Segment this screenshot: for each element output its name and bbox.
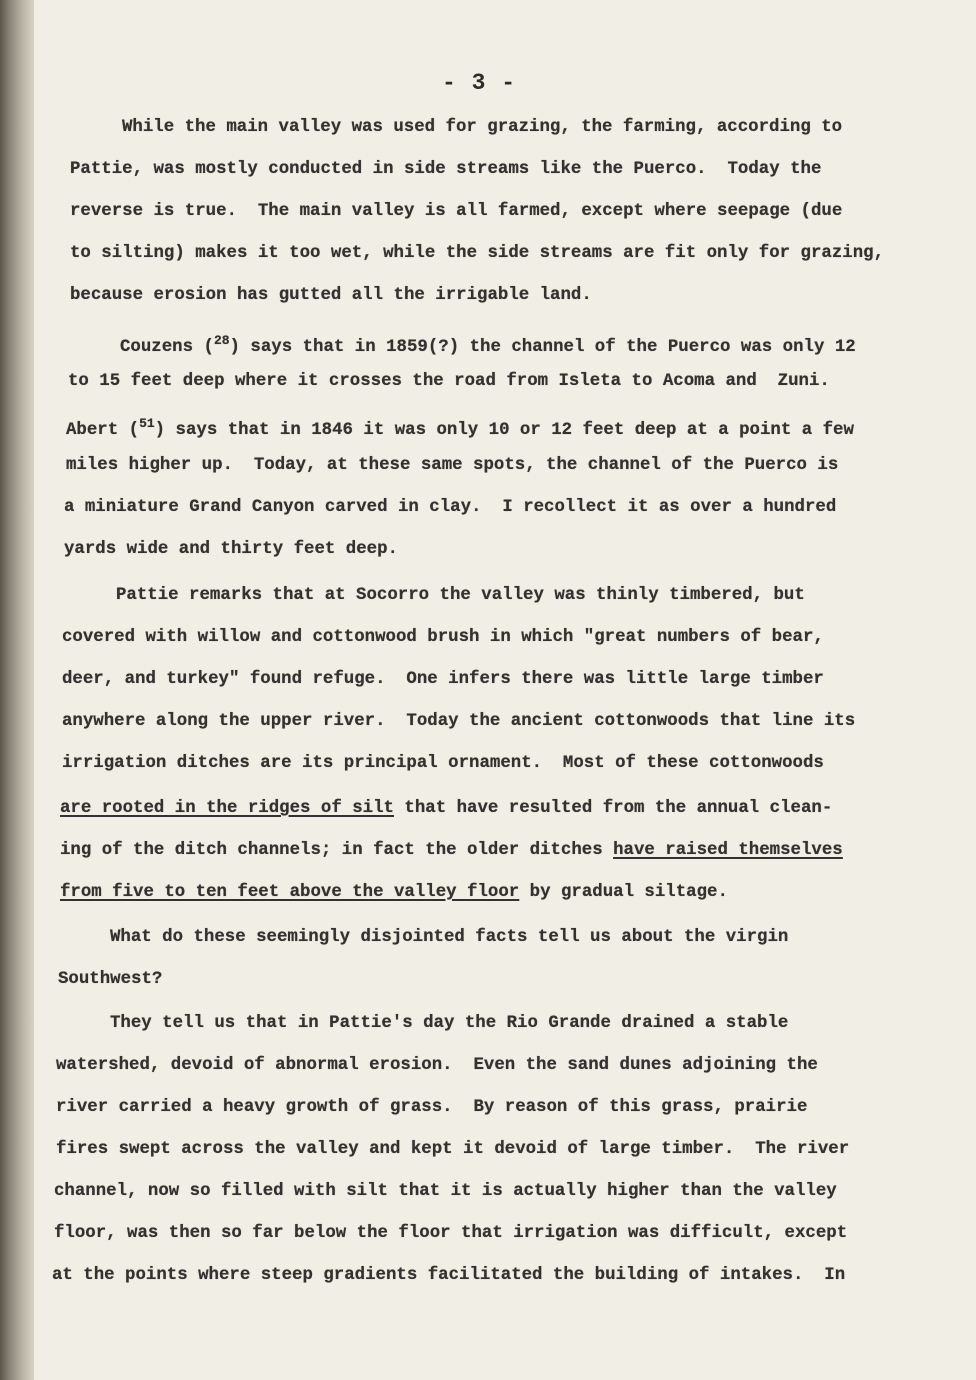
text-line: fires swept across the valley and kept it devoid of large timber. The river [56,1140,850,1159]
text-line: floor, was then so far below the floor that irrigation was difficult, except [54,1224,848,1243]
text-line: They tell us that in Pattie's day the Rio Grande drained a stable [110,1014,789,1033]
text-line [60,840,843,862]
text-line [60,798,832,820]
citation-superscript: 28 [213,333,230,348]
text-line: at the points where steep gradients facilitated the building of intakes. In [52,1266,846,1285]
underlined-phrase: are rooted in the ridges of silt [60,799,394,818]
text-line: yards wide and thirty feet deep. [64,540,398,559]
text-line: to silting) makes it too wet, while the side streams are fit only for grazing, [70,244,885,263]
text-line: watershed, devoid of abnormal erosion. Even the sand dunes adjoining the [56,1056,818,1075]
line-text: by gradual siltage. [519,883,728,902]
line-text: Abert ( [66,421,140,440]
text-line [120,330,856,359]
text-line: What do these seemingly disjointed facts tell us about the virgin [110,928,789,947]
text-line: channel, now so filled with silt that it is actually higher than the valley [54,1182,837,1201]
text-line: miles higher up. Today, at these same spots, the channel of the Puerco is [66,456,839,475]
text-line: because erosion has gutted all the irrigable land. [70,286,592,305]
line-text: that have resulted from the annual clean- [393,799,833,818]
line-text: ) says that in 1846 it was only 10 or 12 feet deep at a point a few [154,421,854,440]
citation-superscript: 51 [139,416,155,431]
text-line: a miniature Grand Canyon carved in clay. I recollect it as over a hundred [64,498,837,517]
line-text: ) says that in 1859(?) the channel of the Puerco was only 12 [229,338,856,357]
text-line: Southwest? [58,970,163,989]
text-line: to 15 feet deep where it crosses the road from Isleta to Acoma and Zuni. [68,372,830,391]
page-number: - 3 - [442,70,517,96]
line-text: ing of the ditch channels; in fact the older ditches [60,841,614,860]
book-binding-shadow [0,0,34,1380]
text-line [60,882,728,904]
text-line: irrigation ditches are its principal ornament. Most of these cottonwoods [62,754,824,773]
text-line [66,413,854,442]
text-line: covered with willow and cottonwood brush in which "great numbers of bear, [62,628,824,647]
text-line: While the main valley was used for grazing, the farming, according to [122,118,843,137]
underlined-phrase: from five to ten feet above the valley floor [60,883,520,902]
text-line: Pattie remarks that at Socorro the valley was thinly timbered, but [116,586,805,605]
text-line: reverse is true. The main valley is all farmed, except where seepage (due [70,202,843,221]
text-line: river carried a heavy growth of grass. By reason of this grass, prairie [56,1098,808,1117]
line-text: Couzens ( [120,338,214,357]
text-line: deer, and turkey" found refuge. One infers there was little large timber [62,670,824,689]
text-line: anywhere along the upper river. Today the ancient cottonwoods that line its [62,712,856,731]
text-line: Pattie, was mostly conducted in side streams like the Puerco. Today the [70,160,822,179]
typewritten-page [34,0,976,1380]
underlined-phrase: have raised themselves [613,841,843,860]
